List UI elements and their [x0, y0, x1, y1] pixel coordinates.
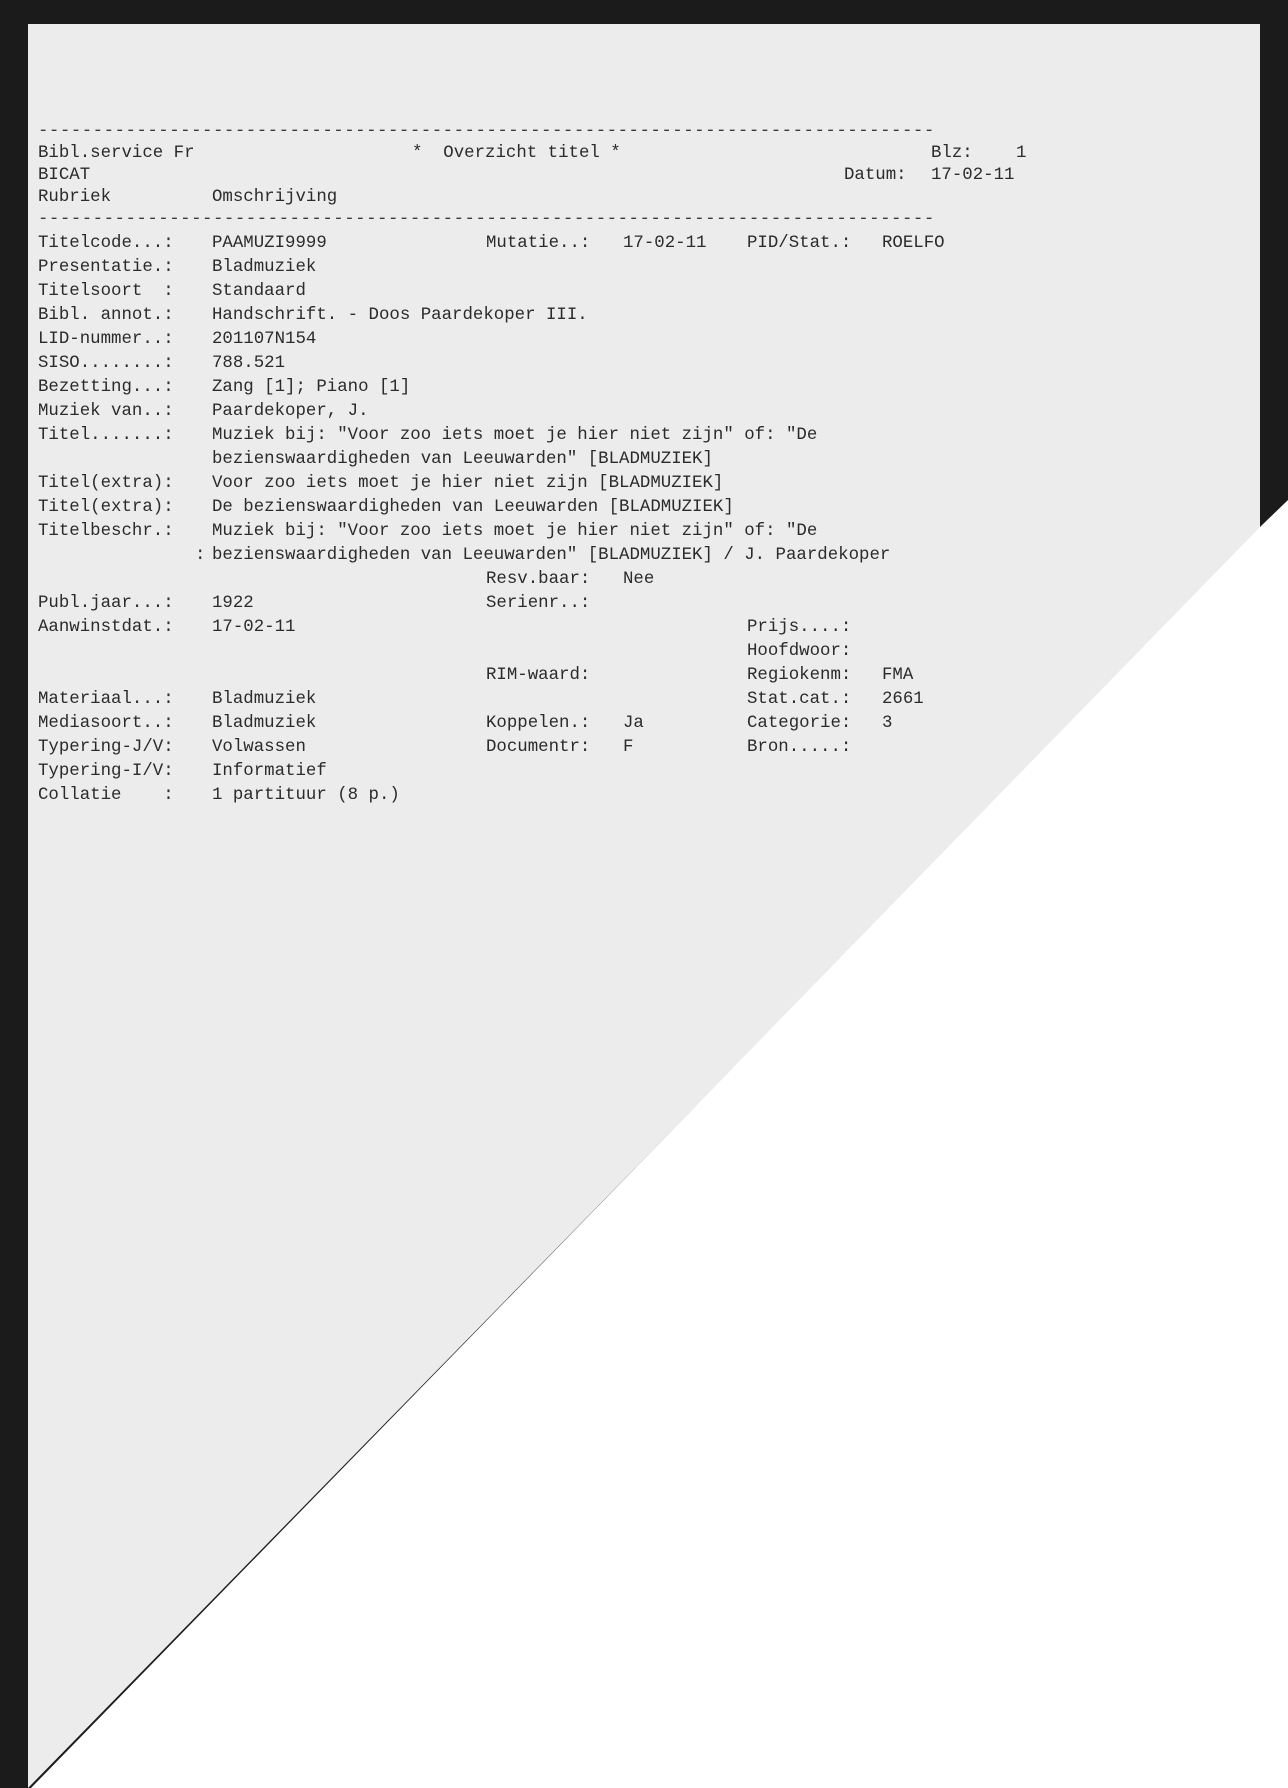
field-value: ROELFO — [882, 234, 945, 253]
row-muziek-van — [38, 400, 1038, 424]
field-label: Titelcode...: — [38, 234, 174, 253]
row-titelcode — [38, 232, 1038, 256]
field-label: SISO........: — [38, 354, 174, 373]
field-value: 1922 — [212, 594, 254, 613]
row-publ-jaar — [38, 592, 1038, 616]
row-titel-extra-2 — [38, 496, 1038, 520]
field-value: 788.521 — [212, 354, 286, 373]
field-label: Mutatie..: — [486, 234, 591, 253]
field-value: Bladmuziek — [212, 690, 317, 709]
field-label: Bron.....: — [747, 738, 852, 757]
field-label: Titelsoort : — [38, 282, 174, 301]
field-value: Zang [1]; Piano [1] — [212, 378, 411, 397]
report-title: * Overzicht titel * — [412, 144, 621, 163]
row-typering-jv — [38, 736, 1038, 760]
field-separator: : — [195, 546, 206, 565]
field-label: Muziek van..: — [38, 402, 174, 421]
page-label: Blz: — [931, 144, 973, 163]
field-label: LID-nummer..: — [38, 330, 174, 349]
field-label: Categorie: — [747, 714, 852, 733]
row-lid-nummer — [38, 328, 1038, 352]
row-siso — [38, 352, 1038, 376]
field-label: Typering-I/V: — [38, 762, 174, 781]
field-value: Informatief — [212, 762, 327, 781]
date-value: 17-02-11 — [931, 166, 1015, 185]
date-label: Datum: — [844, 166, 907, 185]
field-label: Regiokenm: — [747, 666, 852, 685]
row-titelsoort — [38, 280, 1038, 304]
row-aanwinstdat — [38, 616, 1038, 640]
field-value: PAAMUZI9999 — [212, 234, 327, 253]
field-label: Collatie : — [38, 786, 174, 805]
field-label: Bezetting...: — [38, 378, 174, 397]
field-label: Stat.cat.: — [747, 690, 852, 709]
row-bezetting — [38, 376, 1038, 400]
field-value: 17-02-11 — [212, 618, 296, 637]
row-titelbeschr-continued — [38, 544, 1038, 568]
row-materiaal — [38, 688, 1038, 712]
row-presentatie — [38, 256, 1038, 280]
row-hoofdwoor — [38, 640, 1038, 664]
field-value: De bezienswaardigheden van Leeuwarden [BLADMUZIEK] — [212, 498, 734, 517]
field-label: Typering-J/V: — [38, 738, 174, 757]
field-value: Paardekoper, J. — [212, 402, 369, 421]
row-bibl-annot — [38, 304, 1038, 328]
row-typering-iv — [38, 760, 1038, 784]
field-value: 2661 — [882, 690, 924, 709]
row-collatie — [38, 784, 1038, 808]
column-headings — [38, 186, 1038, 210]
field-label: Serienr..: — [486, 594, 591, 613]
column-rubriek: Rubriek — [38, 188, 112, 207]
field-value: bezienswaardigheden van Leeuwarden" [BLADMUZIEK] — [212, 450, 713, 469]
field-value: Handschrift. - Doos Paardekoper III. — [212, 306, 588, 325]
field-label: Bibl. annot.: — [38, 306, 174, 325]
field-value: Volwassen — [212, 738, 306, 757]
page-number: 1 — [1016, 144, 1027, 163]
field-label: Resv.baar: — [486, 570, 591, 589]
row-mediasoort — [38, 712, 1038, 736]
row-titel-continued — [38, 448, 1038, 472]
field-label: Mediasoort..: — [38, 714, 174, 733]
row-titel-extra-1 — [38, 472, 1038, 496]
field-value: Voor zoo iets moet je hier niet zijn [BLADMUZIEK] — [212, 474, 724, 493]
field-label: Aanwinstdat.: — [38, 618, 174, 637]
field-label: PID/Stat.: — [747, 234, 852, 253]
field-label: Titel(extra): — [38, 498, 174, 517]
field-value: Muziek bij: "Voor zoo iets moet je hier niet zijn" of: "De — [212, 522, 818, 541]
field-label: Titel.......: — [38, 426, 174, 445]
header-line-1 — [38, 142, 1038, 166]
field-value: 1 partituur (8 p.) — [212, 786, 400, 805]
bottom-rule: ---------------------------------------------------------------------------------- — [38, 210, 935, 229]
field-label: Hoofdwoor: — [747, 642, 852, 661]
field-value: Ja — [623, 714, 644, 733]
field-value: FMA — [882, 666, 914, 685]
top-rule: ---------------------------------------------------------------------------------- — [38, 122, 935, 141]
row-resv-baar — [38, 568, 1038, 592]
header-line-2 — [38, 164, 1038, 188]
field-label: RIM-waard: — [486, 666, 591, 685]
field-value: Standaard — [212, 282, 306, 301]
column-omschrijving: Omschrijving — [212, 188, 338, 207]
field-value: F — [623, 738, 634, 757]
field-value: Nee — [623, 570, 655, 589]
field-value: 201107N154 — [212, 330, 317, 349]
field-value: Muziek bij: "Voor zoo iets moet je hier niet zijn" of: "De — [212, 426, 818, 445]
field-value: 17-02-11 — [623, 234, 707, 253]
field-label: Koppelen.: — [486, 714, 591, 733]
title-overview-report — [38, 120, 1038, 840]
field-value: Bladmuziek — [212, 714, 317, 733]
field-label: Documentr: — [486, 738, 591, 757]
system-name: BICAT — [38, 166, 91, 185]
row-titel — [38, 424, 1038, 448]
field-value: 3 — [882, 714, 893, 733]
library-name: Bibl.service Fr — [38, 144, 195, 163]
field-label: Presentatie.: — [38, 258, 174, 277]
field-value: Bladmuziek — [212, 258, 317, 277]
row-rim-waard — [38, 664, 1038, 688]
field-value: bezienswaardigheden van Leeuwarden" [BLADMUZIEK] / J. Paardekoper — [212, 546, 891, 565]
field-label: Prijs....: — [747, 618, 852, 637]
field-label: Publ.jaar...: — [38, 594, 174, 613]
field-label: Titel(extra): — [38, 474, 174, 493]
field-label: Titelbeschr.: — [38, 522, 174, 541]
field-label: Materiaal...: — [38, 690, 174, 709]
row-titelbeschr — [38, 520, 1038, 544]
